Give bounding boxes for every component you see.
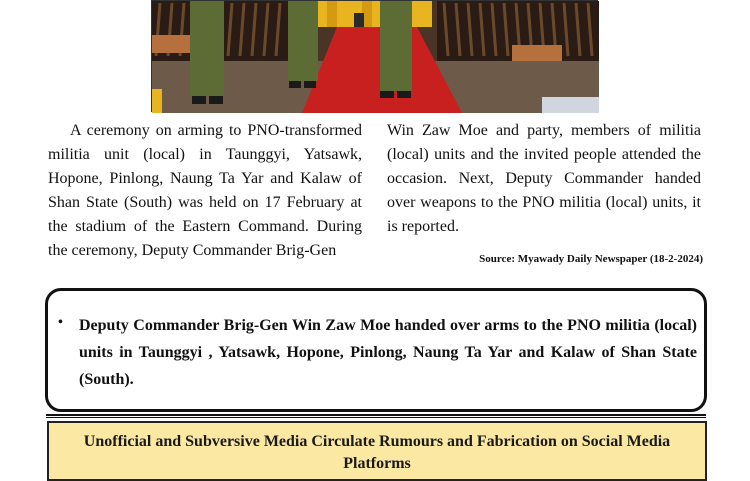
ceremony-photo [151, 0, 598, 112]
divider-thick [46, 414, 706, 416]
article-source: Source: Myawady Daily Newspaper (18-2-2024) [479, 253, 703, 265]
article-left-column: A ceremony on arming to PNO-transformed militia unit (local) in Taunggyi, Yatsawk, Hopone, Pinlong, Naung Ta Yar and Kalaw of Shan State (South) was held on 17 February at the stadium of the Eastern Command. During the ceremony, Deputy Commander Brig-Gen [48, 122, 362, 259]
ceremony-photo-illustration [152, 1, 599, 113]
divider-thin [46, 417, 706, 418]
section-banner [47, 421, 707, 481]
article-right-column: Win Zaw Moe and party, members of militia (local) units and the invited people attended the occasion. Next, Deputy Commander handed over weapons to the PNO militia (local) units, it is reported. [387, 122, 701, 235]
bullet-icon: • [58, 315, 63, 330]
banner-title: Unofficial and Subversive Media Circulate Rumours and Fabrication on Social Media Platforms [83, 433, 671, 472]
summary-text: Deputy Commander Brig-Gen Win Zaw Moe handed over arms to the PNO militia (local) units in Taunggyi , Yatsawk, Hopone, Pinlong, Naung Ta Yar and Kalaw of Shan State (South). [79, 317, 697, 388]
summary-box [45, 288, 707, 412]
